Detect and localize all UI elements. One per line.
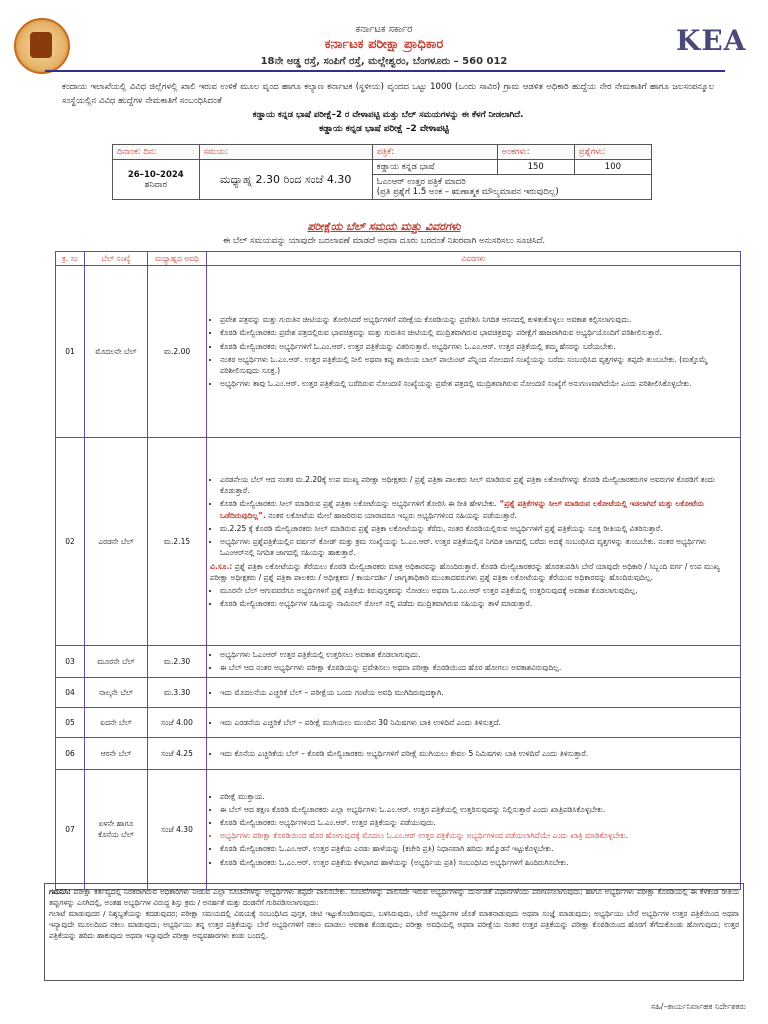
col-bell: ಬೆಲ್ ಸಂಖ್ಯೆ — [85, 252, 148, 266]
govt-title: ಕರ್ನಾಟಕ ಸರ್ಕಾರ — [355, 24, 413, 35]
table-row: 01 ಮೊದಲನೇ ಬೆಲ್ ಮ.2.00 • ಪ್ರವೇಶ ಪತ್ರವನ್ನು ಮತ್ತು ಗುರುತಿನ ಚೀಟಿಯನ್ನು ತೋರಿಸಿದರೆ ಅಭ್ಯರ್ಥಿಗಳಿಗೆ ಪರೀಕ್ಷೆಯ ಕೊಠಡಿಯನ್ನು ಪ್ರವೇಶಿಸಿ ನಿಗದಿತ ಆಸನದಲ್ಲಿ ಕುಳಿತುಕೊಳ್ಳಲು ಅವಕಾಶ ಕಲ್ಪಿಸಲಾಗುವುದು. • ಕೊಠಡಿ ಮೇಲ್ವಿಚಾರಕರು ಪ್ರವೇಶ ಪತ್ರದಲ್ಲಿರುವ ಭಾವಚಿತ್ರವನ್ನು ಮತ್ತು ಗುರುತಿನ ಚೀಟಿಯಲ್ಲಿ ಮುದ್ರಿತವಾಗಿರುವ ಭಾವಚಿತ್ರವನ್ನು ಪರೀಕ್ಷೆಗೆ ಹಾಜರಾಗಿರುವ ಅಭ್ಯರ್ಥಿಯೊಂದಿಗೆ ಪರಿಶೀಲಿಸುತ್ತಾರೆ. • ಕೊಠಡಿ ಮೇಲ್ವಿಚಾರಕರು ಅಭ್ಯರ್ಥಿಗಳಿಗೆ ಓ.ಎಂ.ಆರ್. ಉತ್ತರ ಪತ್ರಿಕೆಯನ್ನು ವಿತರಿಸುತ್ತಾರೆ. ಅಭ್ಯರ್ಥಿಗಳು ಓ.ಎಂ.ಆರ್. ಉತ್ತರ ಪತ್ರಿಕೆಯಲ್ಲಿ ತಮ್ಮ ಹೆಸರನ್ನು ಬರೆಯಬೇಕು. • ನಂತರ ಅಭ್ಯರ್ಥಿಗಳು ಓ.ಎಂ.ಆರ್. ಉತ್ತರ ಪತ್ರಿಕೆಯಲ್ಲಿ ನೀಲಿ ಅಥವಾ ಕಪ್ಪು ಶಾಯಿಯ ಬಾಲ್ ಪಾಯಿಂಟ್ ಪೆನ್ನಿಂದ ನೋಂದಣಿ ಸಂಖ್ಯೆಯನ್ನು ಬರೆದು ಸಂಬಂಧಿಸಿದ ವೃತ್ತಗಳನ್ನು ತಪ್ಪದೇ ತುಂಬಬೇಕು. (ಮತ್ತೊಮ್ಮೆ ಪರಿಶೀಲಿಸುವುದು ಸೂಕ್ತ.) • ಅಭ್ಯರ್ಥಿಗಳು ತಾವು ಓ.ಎಂ.ಆರ್. ಉತ್ತರ ಪತ್ರಿಕೆಯಲ್ಲಿ ಬರೆದಿರುವ ನೋಂದಣಿ ಸಂಖ್ಯೆಯನ್ನು ಪ್ರವೇಶ ಪತ್ರದಲ್ಲಿ ಮುದ್ರಿತವಾಗಿರುವ ನೋಂದಣಿ ಸಂಖ್ಯೆಗೆ ಅನುಗುಣವಾಗಿದೆಯೇ ಎಂದು ಪರಿಶೀಲಿಸಿಕೊಳ್ಳಬೇಕು. — [56, 266, 741, 438]
kea-logo: KEA — [676, 24, 747, 57]
exam-questions: 100 — [574, 160, 651, 175]
header-paper: ಪತ್ರಿಕೆ: — [372, 145, 497, 160]
table-row: 04 ನಾಲ್ಕನೇ ಬೆಲ್ ಮ.3.30 • ಇದು ಮೊದಲನೆಯ ಎಚ್ಚರಿಕೆ ಬೆಲ್ – ಪರೀಕ್ಷೆಯ ಒಂದು ಗಂಟೆಯ ಅವಧಿ ಮುಗಿದಿರುವುದಕ್ಕಾಗಿ. — [56, 677, 741, 707]
intro-paragraph: ಕಂದಾಯ ಇಲಾಖೆಯಲ್ಲಿ ವಿವಿಧ ಜಿಲ್ಲೆಗಳಲ್ಲಿ ಖಾಲಿ ಇರುವ ಉಳಿಕೆ ಮೂಲ ವೃಂದ ಹಾಗೂ ಕಲ್ಯಾಣ ಕರ್ನಾಟಕ (ಸ್ಥಳೀಯ) ವೃಂದದ ಒಟ್ಟು 1000 (ಒಂದು ಸಾವಿರ) ಗ್ರಾಮ ಆಡಳಿತ ಅಧಿಕಾರಿ ಹುದ್ದೆಯ ನೇರ ನೇಮಕಾತಿಗೆ ಹಾಗೂ ಜಲಸಂಪನ್ಮೂಲ ಸಂಸ್ಥೆಯಲ್ಲಿನ ವಿವಿಧ ಹುದ್ದೆಗಳ ನೇಮಕಾತಿಗೆ ಸಂಬಂಧಿಸಿದಂತೆ ಕಡ್ಡಾಯ ಕನ್ನಡ ಭಾಷೆ ಪರೀಕ್ಷೆ–2 ರ ವೇಳಾಪಟ್ಟಿ ಮತ್ತು ಬೆಲ್ ಸಮಯಗಳನ್ನು ಈ ಕೆಳಗೆ ನೀಡಲಾಗಿದೆ. — [62, 82, 714, 120]
col-time: ಮಧ್ಯಾಹ್ನದ ಅವಧಿ — [148, 252, 207, 266]
authority-title: ಕರ್ನಾಟಕ ಪರೀಕ್ಷಾ ಪ್ರಾಧಿಕಾರ — [324, 37, 444, 52]
col-serial: ಕ್ರ. ಸಂ — [56, 252, 85, 266]
exam-marks: 150 — [497, 160, 574, 175]
exam-day: ಶನಿವಾರ — [144, 179, 167, 190]
header-questions: ಪ್ರಶ್ನೆಗಳು: — [574, 145, 651, 160]
table-row: 07 ಏಳನೇ ಹಾಗೂ ಕೊನೆಯ ಬೆಲ್ ಸಂಜೆ 4.30 • ಪರೀಕ್ಷೆ ಮುಕ್ತಾಯ. • ಈ ಬೆಲ್ ಆದ ತಕ್ಷಣ ಕೊಠಡಿ ಮೇಲ್ವಿಚಾರಕರು ಎಲ್ಲಾ ಅಭ್ಯರ್ಥಿಗಳು ಓ.ಎಂ.ಆರ್. ಉತ್ತರ ಪತ್ರಿಕೆಯಲ್ಲಿ ಉತ್ತರಿಸುವುದನ್ನು ನಿಲ್ಲಿಸುತ್ತಾರೆ ಎಂದು ಖಾತ್ರಿಪಡಿಸಿಕೊಳ್ಳಬೇಕು. • ಕೊಠಡಿ ಮೇಲ್ವಿಚಾರಕರು ಅಭ್ಯರ್ಥಿಗಳಿಂದ ಓ.ಎಂ.ಆರ್. ಉತ್ತರ ಪತ್ರಿಕೆಯನ್ನು ಪಡೆಯುವುದು. • ಅಭ್ಯರ್ಥಿಗಳು ಪರೀಕ್ಷಾ ಕೊಠಡಿಯಿಂದ ಹೊರ ಹೋಗುವುದಕ್ಕೆ ಮೊದಲು ಓ.ಎಂ.ಆರ್ ಉತ್ತರ ಪತ್ರಿಕೆಯನ್ನು ಅಭ್ಯರ್ಥಿಗಳಿಂದ ಪಡೆಯಲಾಗಿದೆಯೇ ಎಂದು ಖಾತ್ರಿ ಮಾಡಿಕೊಳ್ಳಬೇಕು. • ಕೊಠಡಿ ಮೇಲ್ವಿಚಾರಕರು ಓ.ಎಂ.ಆರ್. ಉತ್ತರ ಪತ್ರಿಕೆಯ ಎರಡು ಹಾಳೆಯನ್ನು (ಕಚೇರಿ ಪ್ರತಿ) ನಿಧಾನವಾಗಿ ಹರಿದು ತಮ್ಮೊಡನೆ ಇಟ್ಟುಕೊಳ್ಳಬೇಕು. • ಕೊಠಡಿ ಮೇಲ್ವಿಚಾರಕರು ಓ.ಎಂ.ಆರ್. ಉತ್ತರ ಪತ್ರಿಕೆಯ ಕೆಳಭಾಗದ ಹಾಳೆಯನ್ನು (ಅಭ್ಯರ್ಥಿಯ ಪ್ರತಿ) ಸಂಬಂಧಿಸಿದ ಅಭ್ಯರ್ಥಿಗಳಿಗೆ ಹಿಂದಿರುಗಿಸಬೇಕು. — [56, 769, 741, 889]
header-marks: ಅಂಕಗಳು: — [497, 145, 574, 160]
omr-note: ಓಎಂಆರ್ ಉತ್ತರ ಪತ್ರಿಕೆ ಮಾದರಿ (ಪ್ರತಿ ಪ್ರಶ್ನೆಗೆ 1.5 ಅಂಕ – ಋಣಾತ್ಮಕ ಮೌಲ್ಯಮಾಪನ ಇರುವುದಿಲ್ಲ) — [372, 175, 651, 200]
header-time: ಸಮಯ: — [199, 145, 372, 160]
table-row: 03 ಮೂರನೇ ಬೆಲ್ ಮ.2.30 • ಅಭ್ಯರ್ಥಿಗಳು ಓಎಂಆರ್ ಉತ್ತರ ಪತ್ರಿಕೆಯಲ್ಲಿ ಉತ್ತರಿಸಲು ಅವಕಾಶ ಕೊಡಲಾಗುವುದು. • ಈ ಬೆಲ್ ಆದ ನಂತರ ಅಭ್ಯರ್ಥಿಗಳು ಪರೀಕ್ಷಾ ಕೊಠಡಿಯನ್ನು ಪ್ರವೇಶಿಸಲು ಅಥವಾ ಪರೀಕ್ಷಾ ಕೊಠಡಿಯಿಂದ ಹೊರ ಹೋಗಲು ಅವಕಾಶವಿರುವುದಿಲ್ಲ. — [56, 646, 741, 677]
page-header — [0, 10, 768, 68]
authority-address: 18ನೇ ಅಡ್ಡ ರಸ್ತೆ, ಸಂಪಿಗೆ ರಸ್ತೆ, ಮಲ್ಲೇಶ್ವರಂ, ಬೆಂಗಳೂರು – 560 012 — [260, 56, 508, 67]
exam-schedule-table — [112, 144, 652, 200]
footer-note: ಗಮನಿಸಿ: ಪರೀಕ್ಷಾ ಕರ್ತವ್ಯದಲ್ಲಿ ನಿರತರಾಗಿರುವ ಅಧಿಕಾರಿಗಳು ನೀಡುವ ಎಲ್ಲಾ ಸೂಚನೆಗಳನ್ನು ಅಭ್ಯರ್ಥಿಗಳು ತಪ್ಪದೇ ಪಾಲಿಸಬೇಕು. ಸೂಚನೆಗಳನ್ನು ಪಾಲಿಸದೇ ಇರುವ ಅಭ್ಯರ್ಥಿಗಳನ್ನು ದುರ್ನಡತೆ ವಿಧಾನಗಳೆಂದು ಪರಿಗಣಿಸಲಾಗುವುದು; ಹಾಗೂ ಅಭ್ಯರ್ಥಿಗಳು ಪರೀಕ್ಷಾ ಕೊಠಡಿಯಲ್ಲಿ ಈ ಕೆಳಕಂಡ ರೀತಿಯ ತಪ್ಪುಗಳನ್ನು ಎಸಗಿದಲ್ಲಿ, ಅಂತಹ ಅಭ್ಯರ್ಥಿಗಳ ವಿರುದ್ಧ ಶಿಸ್ತು ಕ್ರಮ / ಅನರ್ಹತೆ ಮತ್ತು ದಂಡನೆಗೆ ಗುರಿಪಡಿಸಲಾಗುವುದು: ಗಲಾಟೆ ಮಾಡುವುದರ / ನಿಶ್ಶಬ್ದತೆಯನ್ನು ಕದಡುವುದರ; ಪರೀಕ್ಷಾ ಸಮಯದಲ್ಲಿ ವಿಷಯಕ್ಕೆ ಸಂಬಂಧಿಸಿದ ಪುಸ್ತಕ, ಚೀಟಿ ಇಟ್ಟುಕೊಂಡಿರುವುದು, ಬಳಸಿರುವುದು, ಬೇರೆ ಅಭ್ಯರ್ಥಿಗಳ ಜೊತೆ ಮಾತನಾಡುವುದು ಅಥವಾ ಸಂಜ್ಞೆ ಮಾಡುವುದು; ಅಭ್ಯರ್ಥಿಯು ಬೇರೆ ಅಭ್ಯರ್ಥಿಗಳ ಉತ್ತರ ಪತ್ರಿಕೆಯಿಂದ ಅಥವಾ ಇನ್ಯಾವುದೇ ಮೂಲದಿಂದ ನಕಲು ಮಾಡುವುದು; ಅಭ್ಯರ್ಥಿಯು ತನ್ನ ಉತ್ತರ ಪತ್ರಿಕೆಯನ್ನು ಬೇರೆ ಅಭ್ಯರ್ಥಿಗಳಿಗೆ ನಕಲು ಮಾಡಲು ಅವಕಾಶ ಕೊಡುವುದು; ಪರೀಕ್ಷಾ ಅವಧಿಯಲ್ಲಿ ಅಥವಾ ಪರೀಕ್ಷೆಯ ನಂತರ ಉತ್ತರ ಪತ್ರಿಕೆಯನ್ನು ಪರೀಕ್ಷಾ ಕೊಠಡಿಯಿಂದ ಹೊರಗೆ ತೆಗೆದುಕೊಂಡು ಹೋಗುವುದು; ಉತ್ತರ ಪತ್ರಿಕೆಯನ್ನು ಹರಿದು ಹಾಕುವುದು ಅಥವಾ ಇನ್ಯಾವುದೇ ಪರೀಕ್ಷಾ ಅವ್ಯವಹಾರಗಳು ಕಂಡು ಬಂದಲ್ಲಿ. — [44, 883, 744, 981]
bell-section-note: ಈ ಬೆಲ್ ಸಮಯವನ್ನು ಯಾವುದೇ ಬದಲಾವಣೆ ಮಾಡದೆ ಅಥವಾ ದೂರು ಬರದಂತೆ ನಿಖರವಾಗಿ ಅನುಸರಿಸಲು ಸೂಚಿಸಿದೆ. — [222, 236, 546, 246]
table-row: 02 ಎರಡನೇ ಬೆಲ್ ಮ.2.15 • ಎರಡನೇಯ ಬೆಲ್ ಆದ ನಂತರ ಮ.2.20ಕ್ಕೆ ಉಪ ಮುಖ್ಯ ಪರೀಕ್ಷಾ ಅಧೀಕ್ಷಕರು / ಪ್ರಶ್ನೆ ಪತ್ರಿಕಾ ಪಾಲಕರು ಸೀಲ್ ಮಾಡಿರುವ ಪ್ರಶ್ನೆ ಪತ್ರಿಕಾ ಲಕೋಟೆಗಳನ್ನು ಕೊಠಡಿ ಮೇಲ್ವಿಚಾರಕರುಗಳ ಅವರುಗಳ ಕೊಠಡಿಗೆ ತಂದು ಕೊಡುತ್ತಾರೆ. • ಕೊಠಡಿ ಮೇಲ್ವಿಚಾರಕರು ಸೀಲ್ ಮಾಡಿರುವ ಪ್ರಶ್ನೆ ಪತ್ರಿಕಾ ಲಕೋಟೆಯನ್ನು ಅಭ್ಯರ್ಥಿಗಳಿಗೆ ತೋರಿಸಿ ಈ ರೀತಿ ಹೇಳಬೇಕು. “ಪ್ರಶ್ನೆ ಪತ್ರಿಕೆಗಳನ್ನು ಸೀಲ್ ಮಾಡಿರುವ ಲಕೋಟೆಯಲ್ಲಿ ಇಡಲಾಗಿದೆ ಮತ್ತು ಲಕೋಟೆಯ ಒಡೆದಿರುವುದಿಲ್ಲ”. ನಂತರ ಲಕೋಟೆಯ ಮೇಲೆ ಹಾಜರಿರುವ ಯಾರಾದರೂ ಇಬ್ಬರು ಅಭ್ಯರ್ಥಿಗಳಿಂದ ಸಹಿಯನ್ನು ಪಡೆಯುತ್ತಾರೆ. • ಮ.2.25 ಕ್ಕೆ ಕೊಠಡಿ ಮೇಲ್ವಿಚಾರಕರು ಸೀಲ್ ಮಾಡಿರುವ ಪ್ರಶ್ನೆ ಪತ್ರಿಕಾ ಲಕೋಟೆಯನ್ನು ತೆರೆದು, ನಂತರ ಕೊಠಡಿಯಲ್ಲಿರುವ ಅಭ್ಯರ್ಥಿಗಳಿಗೆ ಪ್ರಶ್ನೆ ಪತ್ರಿಕೆಯನ್ನು ಸೂಕ್ತ ರೀತಿಯಲ್ಲಿ ವಿತರಿಸುತ್ತಾರೆ. • ಅಭ್ಯರ್ಥಿಗಳು ಪ್ರಶ್ನೆಪತ್ರಿಕೆಯಲ್ಲಿನ ವರ್ಷನ್ ಕೋಡ್ ಮತ್ತು ಕ್ರಮ ಸಂಖ್ಯೆಯನ್ನು ಓ.ಎಂ.ಆರ್. ಉತ್ತರ ಪತ್ರಿಕೆಯಲ್ಲಿನ ನಿಗದಿತ ಜಾಗದಲ್ಲಿ ಬರೆದು ಅದಕ್ಕೆ ಸಂಬಂಧಿಸಿದ ವೃತ್ತಗಳನ್ನು ತುಂಬಬೇಕು. ನಂತರ ಅಭ್ಯರ್ಥಿಗಳು ಓಎಂಆರ್‌ನಲ್ಲಿ ನಿಗದಿತ ಜಾಗದಲ್ಲಿ ಸಹಿಯನ್ನು ಹಾಕುತ್ತಾರೆ. ವಿ.ಸೂ.: ಪ್ರಶ್ನೆ ಪತ್ರಿಕಾ ಲಕೋಟೆಯನ್ನು ತೆರೆಯಲು ಕೊಠಡಿ ಮೇಲ್ವಿಚಾರಕರು ಮಾತ್ರ ಅಧಿಕಾರವನ್ನು ಹೊಂದಿರುತ್ತಾರೆ. ಕೊಠಡಿ ಮೇಲ್ವಿಚಾರಕರನ್ನು ಹೊರತುಪಡಿಸಿ ಬೇರೆ ಯಾವುದೇ ಅಧಿಕಾರಿ / ಸಿಬ್ಬಂದಿ ವರ್ಗ / ಉಪ ಮುಖ್ಯ ಪರೀಕ್ಷಾ ಅಧೀಕ್ಷಕರು / ಪ್ರಶ್ನೆ ಪತ್ರಿಕಾ ಪಾಲಕರು / ಅಧೀಕ್ಷಕರು / ಕಾರ್ಯದರ್ಶಿ / ಜಾಗೃತಾಧಿಕಾರಿ ಮುಂತಾದವರುಗಳು ಪ್ರಶ್ನೆ ಪತ್ರಿಕಾ ಲಕೋಟೆಯನ್ನು ತೆರೆಯುವ ಅಧಿಕಾರವನ್ನು ಹೊಂದಿರುವುದಿಲ್ಲ. • ಮೂರನೇ ಬೆಲ್ ಆಗುವವರೆಗೂ ಅಭ್ಯರ್ಥಿಗಳಿಗೆ ಪ್ರಶ್ನೆ ಪತ್ರಿಕೆಯ ಕಿರುಪುಸ್ತಕವನ್ನು ನೋಡಲು ಅಥವಾ ಓ.ಎಂ.ಆರ್ ಉತ್ತರ ಪತ್ರಿಕೆಯಲ್ಲಿ ಉತ್ತರಿಸುವುದಕ್ಕೆ ಅವಕಾಶ ಕೊಡಲಾಗುವುದಿಲ್ಲ. • ಕೊಠಡಿ ಮೇಲ್ವಿಚಾರಕರು ಅಭ್ಯರ್ಥಿಗಳ ಸಹಿಯನ್ನು ನಾಮಿನಲ್ ರೋಲ್ ನಲ್ಲಿ ಪಡೆದು ಮುದ್ರಿತವಾಗಿರುವ ಸಹಿಯನ್ನು ತಾಳೆ ಮಾಡುತ್ತಾರೆ. — [56, 438, 741, 646]
header-divider — [45, 70, 725, 72]
schedule-subtitle: ಕಡ್ಡಾಯ ಕನ್ನಡ ಭಾಷೆ ಪರೀಕ್ಷೆ –2 ವೇಳಾಪಟ್ಟಿ — [319, 124, 449, 134]
bell-section-title: ಪರೀಕ್ಷೆಯ ಬೆಲ್ ಸಮಯ ಮತ್ತು ವಿವರಗಳು — [307, 220, 461, 233]
header-date: ದಿನಾಂಕ: ದಿನ: — [113, 145, 200, 160]
exam-time: ಮಧ್ಯಾಹ್ನ 2.30 ರಿಂದ ಸಂಜೆ 4.30 — [199, 160, 372, 200]
exam-date: 26–10–2024 — [127, 169, 184, 180]
table-row: 05 ಐದನೇ ಬೆಲ್ ಸಂಜೆ 4.00 • ಇದು ಎರಡನೆಯ ಎಚ್ಚರಿಕೆ ಬೆಲ್ – ಪರೀಕ್ಷೆ ಮುಗಿಯಲು ಮುಂದಿನ 30 ನಿಮಿಷಗಳು ಬಾಕಿ ಉಳಿದಿವೆ ಎಂದು ತಿಳಿಸುತ್ತದೆ. — [56, 707, 741, 737]
signature: ಸಹಿ/–ಕಾರ್ಯನಿರ್ವಾಹಕ ನಿರ್ದೇಶಕರು — [651, 1002, 746, 1011]
exam-paper: ಕಡ್ಡಾಯ ಕನ್ನಡ ಭಾಷೆ — [372, 160, 497, 175]
bell-table — [55, 251, 741, 890]
table-row: 06 ಆರನೇ ಬೆಲ್ ಸಂಜೆ 4.25 • ಇದು ಕೊನೆಯ ಎಚ್ಚರಿಕೆಯ ಬೆಲ್ – ಕೊಠಡಿ ಮೇಲ್ವಿಚಾರಕರು ಅಭ್ಯರ್ಥಿಗಳಿಗೆ ಪರೀಕ್ಷೆ ಮುಗಿಯಲು ಕೇವಲ 5 ನಿಮಿಷಗಳು ಬಾಕಿ ಉಳಿದಿವೆ ಎಂದು ತಿಳಿಸುತ್ತಾರೆ. — [56, 737, 741, 769]
exam-date-cell — [113, 160, 200, 200]
col-details: ವಿವರಗಳು — [207, 252, 741, 266]
